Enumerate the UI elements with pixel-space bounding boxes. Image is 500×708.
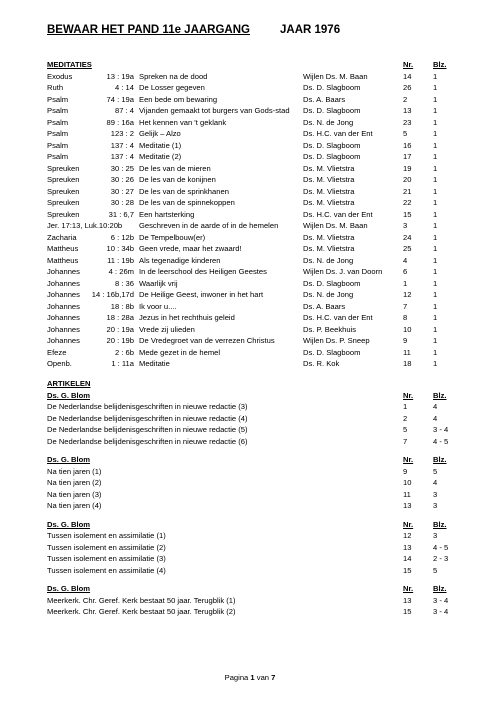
issue-number: 18 <box>403 359 412 368</box>
artikel-title: Na tien jaren (3) <box>47 489 102 499</box>
bible-book: Spreuken <box>47 186 80 196</box>
artikel-title: Tussen isolement en assimilatie (4) <box>47 565 166 575</box>
artikel-row <box>47 565 459 577</box>
page-number: 1 <box>433 198 438 207</box>
page-number: 1 <box>433 152 438 161</box>
artikelen-header <box>47 378 459 390</box>
issue-number: 13 <box>403 106 412 115</box>
meditatie-author: Ds. P. Beekhuis <box>303 324 357 334</box>
artikel-row <box>47 413 459 425</box>
artikel-group-header <box>47 454 459 466</box>
bible-reference: 20 : 19b <box>106 336 134 345</box>
artikel-author: Ds. G. Blom <box>47 584 91 593</box>
issue-number: 5 <box>403 129 408 138</box>
meditatie-row <box>47 220 459 232</box>
meditatie-title: Jezus in het rechthuis geleid <box>139 313 235 322</box>
page-number: 1 <box>433 140 438 150</box>
issue-number: 25 <box>403 244 412 253</box>
issue-number: 15 <box>403 209 412 219</box>
meditatie-row <box>47 174 459 186</box>
issue-number: 13 <box>403 542 412 552</box>
issue-number: 7 <box>403 301 408 311</box>
meditatie-author: Ds. H.C. van der Ent <box>303 129 373 138</box>
issue-number: 21 <box>403 186 412 196</box>
blz-column-header: Blz. <box>433 584 447 593</box>
bible-book: Johannes <box>47 313 80 322</box>
artikel-row <box>47 436 459 448</box>
meditatie-row <box>47 71 459 83</box>
page-number: 1 <box>433 244 438 253</box>
page-number: 1 <box>433 209 438 219</box>
issue-number: 2 <box>403 413 408 423</box>
bible-reference: 14 : 16b,17d <box>91 290 134 299</box>
artikel-group-header <box>47 583 459 595</box>
meditatie-row <box>47 289 459 301</box>
issue-number: 22 <box>403 198 412 207</box>
issue-number: 23 <box>403 117 412 127</box>
artikel-title: Na tien jaren (1) <box>47 466 102 476</box>
bible-reference: 30 : 28 <box>110 198 134 207</box>
issue-number: 15 <box>403 607 412 616</box>
page-number: 3 <box>433 489 438 499</box>
title-year: JAAR 1976 <box>280 24 341 36</box>
bible-book: Johannes <box>47 278 80 288</box>
meditatie-title: Een bede om bewaring <box>139 94 218 104</box>
artikelen-section <box>47 378 459 618</box>
meditatie-title: De Losser gegeven <box>139 83 205 92</box>
page-number: 4 <box>433 413 438 423</box>
nr-column-header: Nr. <box>403 519 414 529</box>
artikel-title: Na tien jaren (2) <box>47 478 102 487</box>
meditaties-heading: MEDITATIES <box>47 60 92 69</box>
meditatie-author: Ds. R. Kok <box>303 359 340 368</box>
meditatie-author: Ds. N. de Jong <box>303 117 354 127</box>
page-number: 1 <box>433 232 438 242</box>
issue-number: 3 <box>403 221 408 230</box>
artikel-row <box>47 530 459 542</box>
meditatie-title: Geschreven in de aarde of in de hemelen <box>139 221 279 230</box>
meditatie-row <box>47 209 459 221</box>
bible-book: Mattheus <box>47 255 79 265</box>
bible-book: Ruth <box>47 83 64 92</box>
bible-book: Mattheus <box>47 244 79 253</box>
meditatie-author: Ds. N. de Jong <box>303 255 354 265</box>
footer-page: 1 <box>250 673 255 682</box>
bible-book: Spreuken <box>47 175 80 184</box>
meditatie-row <box>47 197 459 209</box>
meditatie-row <box>47 82 459 94</box>
artikel-group <box>47 390 459 448</box>
issue-number: 9 <box>403 466 408 476</box>
issue-number: 17 <box>403 152 412 161</box>
nr-column-header: Nr. <box>403 584 414 593</box>
issue-number: 14 <box>403 71 412 81</box>
artikel-row <box>47 500 459 512</box>
meditatie-author: Ds. M. Vlietstra <box>303 186 355 196</box>
bible-reference: 30 : 27 <box>110 186 134 196</box>
meditatie-row <box>47 94 459 106</box>
bible-book: Exodus <box>47 71 73 81</box>
artikel-title: De Nederlandse belijdenisgeschriften in nieuwe redactie (6) <box>47 436 248 446</box>
footer-middle: van <box>256 673 270 682</box>
artikel-group-header <box>47 519 459 531</box>
bible-reference: 20 : 19a <box>106 324 134 334</box>
meditatie-row <box>47 186 459 198</box>
meditatie-title: De Tempelbouw(er) <box>139 232 206 242</box>
meditatie-author: Wijlen Ds. P. Sneep <box>303 336 370 345</box>
page-number: 1 <box>433 71 438 81</box>
artikel-row <box>47 477 459 489</box>
artikel-title: Tussen isolement en assimilatie (1) <box>47 531 166 540</box>
page-number: 3 <box>433 501 438 510</box>
issue-number: 5 <box>403 425 408 434</box>
page-number: 1 <box>433 336 438 345</box>
meditatie-row <box>47 243 459 255</box>
meditaties-header <box>47 59 459 71</box>
bible-reference: 30 : 26 <box>110 175 134 184</box>
meditatie-author: Ds. M. Vlietstra <box>303 244 355 253</box>
meditatie-row <box>47 163 459 175</box>
meditatie-title: De Vredegroet van de verrezen Christus <box>139 336 275 345</box>
blz-column-header: Blz. <box>433 60 447 69</box>
page-number: 4 - 5 <box>433 436 449 446</box>
bible-book: Zacharia <box>47 232 77 242</box>
meditatie-title: In de leerschool des Heiligen Geestes <box>139 267 267 276</box>
meditatie-author: Ds. H.C. van der Ent <box>303 209 373 219</box>
page-number: 1 <box>433 221 438 230</box>
issue-number: 20 <box>403 175 412 184</box>
page-number: 1 <box>433 175 438 184</box>
issue-number: 14 <box>403 554 412 563</box>
page-number: 1 <box>433 117 438 127</box>
page-number: 3 - 4 <box>433 595 449 605</box>
artikel-group <box>47 454 459 512</box>
meditatie-author: Ds. D. Slagboom <box>303 83 361 92</box>
meditatie-author: Ds. D. Slagboom <box>303 106 361 115</box>
bible-book: Spreuken <box>47 198 80 207</box>
bible-book: Johannes <box>47 324 80 334</box>
artikel-title: Tussen isolement en assimilatie (2) <box>47 542 166 552</box>
issue-number: 2 <box>403 94 408 104</box>
meditatie-row <box>47 312 459 324</box>
artikel-group <box>47 583 459 618</box>
meditatie-author: Wijlen Ds. J. van Doorn <box>303 267 383 276</box>
meditatie-author: Ds. D. Slagboom <box>303 140 361 150</box>
meditatie-author: Ds. A. Baars <box>303 301 346 311</box>
meditatie-author: Wijlen Ds. M. Baan <box>303 71 368 81</box>
blz-column-header: Blz. <box>433 455 447 464</box>
meditatie-title: De les van de spinnekoppen <box>139 198 235 207</box>
issue-number: 15 <box>403 565 412 575</box>
meditatie-title: De Heilige Geest, inwoner in het hart <box>139 290 264 299</box>
meditatie-row <box>47 232 459 244</box>
artikel-title: Meerkerk. Chr. Geref. Kerk bestaat 50 jaar. Terugblik (1) <box>47 595 236 605</box>
bible-book: Openb. <box>47 359 72 368</box>
bible-reference: 1 : 11a <box>111 359 134 368</box>
meditatie-author: Ds. A. Baars <box>303 94 346 104</box>
issue-number: 12 <box>403 531 412 540</box>
meditatie-row <box>47 128 459 140</box>
meditatie-title: Ik voor u.... <box>139 301 177 311</box>
page-footer <box>0 673 500 682</box>
artikelen-heading: ARTIKELEN <box>47 379 91 388</box>
artikel-title: De Nederlandse belijdenisgeschriften in nieuwe redactie (4) <box>47 413 248 423</box>
page-number: 5 <box>433 565 438 575</box>
bible-book: Johannes <box>47 290 80 299</box>
issue-number: 11 <box>403 489 411 499</box>
meditatie-title: Geen vrede, maar het zwaard! <box>139 244 242 253</box>
issue-number: 8 <box>403 313 408 322</box>
meditatie-row <box>47 335 459 347</box>
meditatie-author: Ds. H.C. van der Ent <box>303 313 373 322</box>
bible-reference: 8 : 36 <box>115 278 134 288</box>
title-left: BEWAAR HET PAND 11e JAARGANG <box>47 24 250 36</box>
artikel-author: Ds. G. Blom <box>47 455 91 464</box>
artikel-group <box>47 519 459 577</box>
bible-book: Psalm <box>47 94 69 104</box>
meditatie-author: Ds. M. Vlietstra <box>303 198 355 207</box>
bible-book: Jer. 17:13, Luk.10:20b <box>47 221 123 230</box>
bible-reference: 137 : 4 <box>110 140 134 150</box>
page-number: 1 <box>433 94 438 104</box>
bible-book: Johannes <box>47 301 80 311</box>
page-number: 1 <box>433 255 438 265</box>
bible-reference: 4 : 26m <box>108 267 134 276</box>
page-number: 1 <box>433 313 438 322</box>
artikel-row <box>47 553 459 565</box>
page-number: 1 <box>433 278 438 288</box>
artikel-row <box>47 401 459 413</box>
meditatie-title: Als tegenadige kinderen <box>139 255 221 265</box>
page-number: 2 - 3 <box>433 554 449 563</box>
page-number: 3 <box>433 531 438 540</box>
meditatie-title: De les van de konijnen <box>139 175 216 184</box>
page-number: 1 <box>433 301 438 311</box>
meditatie-title: Meditatie (2) <box>139 152 182 161</box>
issue-number: 7 <box>403 436 408 446</box>
page-number: 1 <box>433 324 438 334</box>
meditatie-title: Gelijk – Alzo <box>139 129 181 138</box>
nr-column-header: Nr. <box>403 60 414 69</box>
bible-book: Psalm <box>47 152 69 161</box>
issue-number: 6 <box>403 267 408 276</box>
page-number: 1 <box>433 106 438 115</box>
bible-reference: 74 : 19a <box>106 94 134 104</box>
meditatie-title: Meditatie <box>139 359 170 368</box>
nr-column-header: Nr. <box>403 390 414 400</box>
meditatie-row <box>47 347 459 359</box>
meditatie-row <box>47 117 459 129</box>
issue-number: 16 <box>403 140 412 150</box>
meditatie-author: Ds. M. Vlietstra <box>303 163 355 173</box>
meditatie-author: Ds. M. Vlietstra <box>303 175 355 184</box>
meditatie-row <box>47 358 459 370</box>
bible-book: Johannes <box>47 336 80 345</box>
issue-number: 24 <box>403 232 412 242</box>
artikel-author: Ds. G. Blom <box>47 390 91 400</box>
meditatie-title: Vijanden gemaakt tot burgers van Gods-stad <box>139 106 290 115</box>
bible-book: Psalm <box>47 140 69 150</box>
meditaties-list <box>47 71 459 370</box>
meditatie-title: De les van de sprinkhanen <box>139 186 229 196</box>
page-number: 1 <box>433 267 438 276</box>
issue-number: 1 <box>403 402 408 411</box>
bible-reference: 6 : 12b <box>110 232 134 242</box>
bible-reference: 137 : 4 <box>110 152 134 161</box>
artikel-title: De Nederlandse belijdenisgeschriften in nieuwe redactie (5) <box>47 425 248 434</box>
page-number: 4 - 5 <box>433 542 449 552</box>
bible-book: Spreuken <box>47 163 80 173</box>
page-number: 1 <box>433 129 438 138</box>
meditatie-title: De les van de mieren <box>139 163 211 173</box>
meditatie-title: Het kennen van 't geklank <box>139 117 227 127</box>
meditatie-author: Ds. M. Vlietstra <box>303 232 355 242</box>
nr-column-header: Nr. <box>403 455 414 464</box>
page-number: 1 <box>433 347 438 357</box>
meditatie-author: Ds. D. Slagboom <box>303 278 361 288</box>
page-number: 1 <box>433 359 438 368</box>
blz-column-header: Blz. <box>433 519 447 529</box>
issue-number: 13 <box>403 501 412 510</box>
bible-reference: 11 : 19b <box>107 255 134 265</box>
artikelen-groups <box>47 390 459 618</box>
meditatie-row <box>47 255 459 267</box>
meditatie-title: Spreken na de dood <box>139 71 208 81</box>
artikel-group-header <box>47 390 459 402</box>
bible-reference: 87 : 4 <box>115 106 134 115</box>
artikel-row <box>47 595 459 607</box>
bible-reference: 31 : 6,7 <box>108 209 134 219</box>
bible-book: Psalm <box>47 106 69 115</box>
issue-number: 9 <box>403 336 408 345</box>
meditaties-section <box>47 59 459 370</box>
footer-prefix: Pagina <box>224 673 249 682</box>
footer-total: 7 <box>271 673 276 682</box>
meditatie-author: Ds. N. de Jong <box>303 290 354 299</box>
page-number: 1 <box>433 163 438 173</box>
artikel-title: Tussen isolement en assimilatie (3) <box>47 554 166 563</box>
page-number: 1 <box>433 186 438 196</box>
artikel-title: De Nederlandse belijdenisgeschriften in nieuwe redactie (3) <box>47 402 248 411</box>
issue-number: 1 <box>403 278 408 288</box>
bible-reference: 123 : 2 <box>110 129 134 138</box>
meditatie-title: Mede gezet in de hemel <box>139 347 221 357</box>
meditatie-author: Wijlen Ds. M. Baan <box>303 221 368 230</box>
bible-book: Johannes <box>47 267 80 276</box>
issue-number: 12 <box>403 290 412 299</box>
issue-number: 26 <box>403 83 412 92</box>
issue-number: 19 <box>403 163 412 173</box>
bible-reference: 18 : 8b <box>110 301 134 311</box>
issue-number: 13 <box>403 595 412 605</box>
meditatie-title: Waarlijk vrij <box>139 278 178 288</box>
artikel-row <box>47 466 459 478</box>
meditatie-row <box>47 301 459 313</box>
issue-number: 11 <box>403 347 411 357</box>
artikel-row <box>47 424 459 436</box>
bible-reference: 2 : 6b <box>115 347 134 357</box>
bible-book: Psalm <box>47 117 69 127</box>
artikel-title: Meerkerk. Chr. Geref. Kerk bestaat 50 jaar. Terugblik (2) <box>47 607 236 616</box>
blz-column-header: Blz. <box>433 390 447 400</box>
meditatie-row <box>47 105 459 117</box>
issue-number: 4 <box>403 255 408 265</box>
artikel-row <box>47 606 459 618</box>
meditatie-row <box>47 151 459 163</box>
page-number: 3 - 4 <box>433 607 449 616</box>
page-number: 1 <box>433 290 438 299</box>
meditatie-row <box>47 266 459 278</box>
issue-number: 10 <box>403 324 412 334</box>
page-number: 1 <box>433 83 438 92</box>
meditatie-title: Vrede zij ulieden <box>139 324 195 334</box>
bible-book: Spreuken <box>47 209 80 219</box>
artikel-row <box>47 542 459 554</box>
meditatie-author: Ds. D. Slagboom <box>303 152 361 161</box>
bible-reference: 89 : 16a <box>106 117 134 127</box>
meditatie-title: Een hartsterking <box>139 209 195 219</box>
bible-reference: 13 : 19a <box>106 71 134 81</box>
bible-reference: 18 : 28a <box>106 313 134 322</box>
artikel-author: Ds. G. Blom <box>47 519 91 529</box>
document-title <box>47 24 341 36</box>
bible-reference: 4 : 14 <box>115 83 134 92</box>
meditatie-row <box>47 278 459 290</box>
bible-reference: 30 : 25 <box>110 163 134 173</box>
bible-book: Psalm <box>47 129 69 138</box>
bible-reference: 10 : 34b <box>106 244 134 253</box>
meditatie-row <box>47 140 459 152</box>
page-number: 3 - 4 <box>433 425 449 434</box>
meditatie-title: Meditatie (1) <box>139 140 182 150</box>
page-number: 4 <box>433 402 438 411</box>
artikel-title: Na tien jaren (4) <box>47 501 102 510</box>
issue-number: 10 <box>403 478 412 487</box>
page-number: 5 <box>433 466 438 476</box>
page-number: 4 <box>433 478 438 487</box>
artikel-row <box>47 489 459 501</box>
meditatie-author: Ds. D. Slagboom <box>303 347 361 357</box>
meditatie-row <box>47 324 459 336</box>
bible-book: Efeze <box>47 347 67 357</box>
